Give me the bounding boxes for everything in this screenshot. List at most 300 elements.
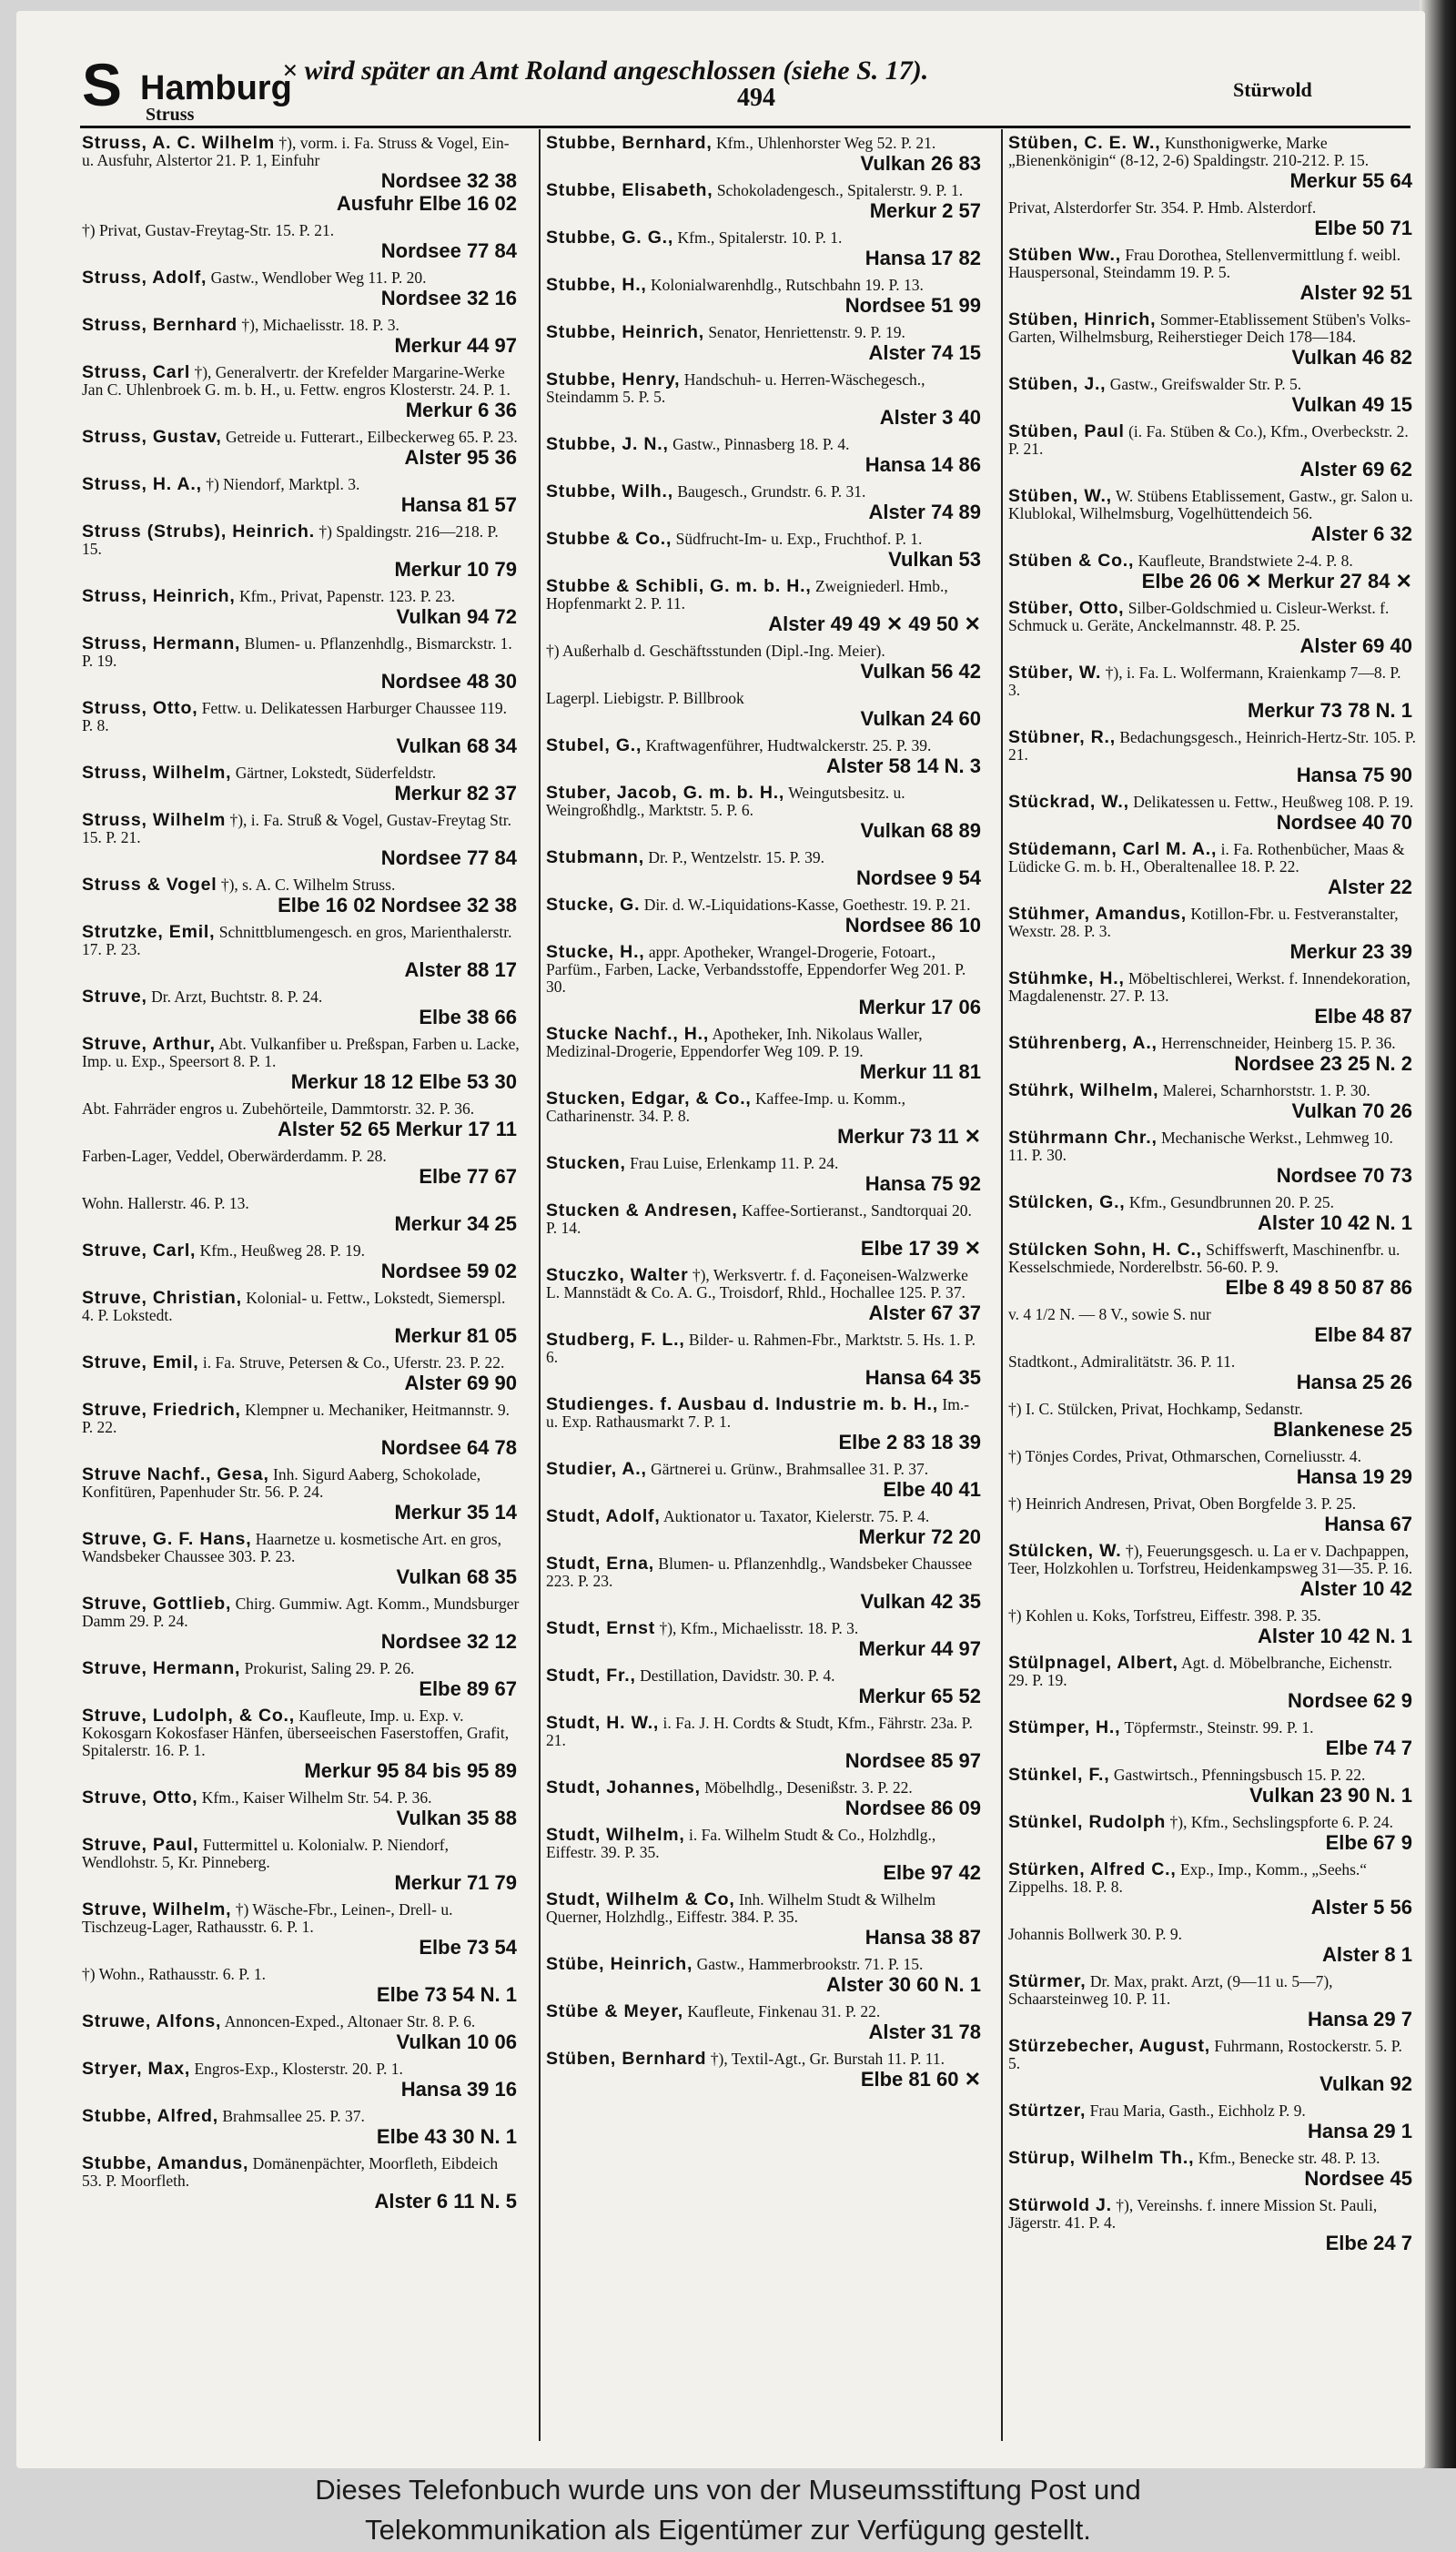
entry-details: Getreide u. Futterart., Eilbeckerweg 65. P. 23. xyxy=(225,428,518,446)
directory-entry xyxy=(546,690,985,730)
entry-details: †), Generalvertr. der Krefelder Margarine-Werke Jan C. Uhlenbroek G. m. b. H., u. Fettw. engros Klosterstr. 24. P. 1. xyxy=(82,363,511,399)
phone-number: Alster 8 1 xyxy=(1321,1943,1412,1966)
phone-number: Hansa 17 82 xyxy=(864,247,981,269)
entry-name: Stüben & Co., xyxy=(1008,551,1135,571)
phone-number: Merkur 72 20 xyxy=(858,1525,981,1548)
directory-entry xyxy=(82,1195,521,1235)
entry-details: Senator, Henriettenstr. 9. P. 19. xyxy=(708,323,905,341)
entry-details: Kotillon-Fbr. u. Festveranstalter, Wexstr. 28. P. 3. xyxy=(1008,905,1399,940)
phone-number: Nordsee 86 09 xyxy=(844,1797,981,1819)
entry-details: †) I. C. Stülcken, Privat, Hochkamp, Sedanstr. xyxy=(1008,1400,1303,1418)
phone-number: Elbe 89 67 xyxy=(419,1677,517,1700)
entry-details: †), Feuerungsgesch. u. La er v. Dachpappen, Teer, Holzkohlen u. Torfstreu, Heidenkampsweg 31—35. P. 16. xyxy=(1008,1542,1413,1577)
entry-details: Kfm., Heußweg 28. P. 19. xyxy=(199,1241,365,1260)
directory-entry xyxy=(546,1715,985,1772)
directory-entry xyxy=(546,277,985,317)
directory-entry xyxy=(1008,1926,1416,1966)
directory-entry xyxy=(1008,2038,1416,2095)
city-title: Hamburg xyxy=(140,69,292,107)
directory-entry xyxy=(82,1707,521,1782)
phone-number: Vulkan 56 42 xyxy=(860,660,981,683)
column-divider xyxy=(1001,129,1003,2441)
entry-details: Töpfermstr., Steinstr. 99. P. 1. xyxy=(1124,1718,1314,1737)
entry-name: Stürwold J. xyxy=(1008,2195,1112,2215)
phone-number: Alster 3 40 xyxy=(879,406,981,429)
entry-details: Fuhrmann, Rostockerstr. 5. P. 5. xyxy=(1008,2037,1402,2072)
phone-number: Merkur 23 39 xyxy=(1289,940,1412,963)
entry-details: †) Außerhalb d. Geschäftsstunden (Dipl.-Ing. Meier). xyxy=(546,642,885,660)
entry-details: Gastw., Pinnasberg 18. P. 4. xyxy=(672,435,850,453)
entry-details: Kfm., Benecke str. 48. P. 13. xyxy=(1198,2149,1380,2167)
directory-entry xyxy=(546,1956,985,1996)
entry-name: Struss, Hermann, xyxy=(82,633,241,653)
directory-entry xyxy=(546,737,985,777)
directory-entry xyxy=(82,2061,521,2101)
phone-number: Alster 88 17 xyxy=(404,958,517,981)
phone-number: Alster 52 65 Merkur 17 11 xyxy=(278,1118,517,1140)
entry-details: i. Fa. J. H. Cordts & Studt, Kfm., Fährstr. 23a. P. 21. xyxy=(546,1714,973,1749)
entry-name: Stüben Ww., xyxy=(1008,245,1121,265)
directory-entry xyxy=(546,1667,985,1707)
directory-entry xyxy=(82,1660,521,1700)
directory-entry xyxy=(546,849,985,889)
phone-number: Hansa 75 92 xyxy=(864,1172,981,1195)
entry-details: Gärtnerei u. Grünw., Brahmsallee 31. P. 37. xyxy=(651,1460,929,1478)
phone-number: Hansa 14 86 xyxy=(864,453,981,476)
directory-entry xyxy=(1008,1719,1416,1759)
entry-name: Stüdemann, Carl M. A., xyxy=(1008,839,1218,859)
phone-number: Merkur 11 81 xyxy=(859,1060,981,1083)
entry-name: Struve Nachf., Gesa, xyxy=(82,1464,269,1484)
phone-number: Nordsee 32 16 xyxy=(380,287,517,309)
phone-number: Elbe 8 49 8 50 87 86 xyxy=(1225,1276,1412,1299)
last-entry-keyword: Stürwold xyxy=(1233,78,1312,101)
phone-number: Nordsee 77 84 xyxy=(380,846,517,869)
directory-entry xyxy=(1008,1306,1416,1346)
phone-number: Elbe 67 9 xyxy=(1325,1831,1412,1854)
phone-number: Vulkan 92 xyxy=(1320,2072,1412,2095)
directory-entry xyxy=(1008,1129,1416,1187)
entry-details: Dir. d. W.-Liquidations-Kasse, Goethestr. 19. P. 21. xyxy=(643,896,971,914)
directory-entry xyxy=(82,700,521,757)
entry-details: †), Werksvertr. f. d. Façoneisen-Walzwerke L. Mannstädt & Co. A. G., Troisdorf, Rhld., Hochallee 125. P. 37. xyxy=(546,1266,968,1301)
directory-entry xyxy=(1008,1973,1416,2030)
entry-details: Schiffswerft, Maschinenfbr. u. Kesselschmiede, Norderelbstr. 56-60. P. 9. xyxy=(1008,1241,1400,1276)
entry-name: Stubbe, Alfred, xyxy=(82,2106,218,2126)
directory-entry xyxy=(82,429,521,469)
phone-number: Vulkan 42 35 xyxy=(860,1590,981,1613)
directory-entry xyxy=(546,1620,985,1660)
entry-details: Apotheker, Inh. Nikolaus Waller, Medizinal-Drogerie, Eppendorfer Weg 109. P. 19. xyxy=(546,1025,923,1060)
phone-number: Vulkan 68 34 xyxy=(396,734,517,757)
entry-name: Struve, Otto, xyxy=(82,1787,198,1808)
entry-name: Stünkel, Rudolph xyxy=(1008,1812,1167,1832)
entry-name: Stubbe, H., xyxy=(546,275,647,295)
phone-number: Nordsee 51 99 xyxy=(844,294,981,317)
entry-details: Gastw., Hammerbrookstr. 71. P. 15. xyxy=(696,1955,924,1973)
phone-number: Alster 69 40 xyxy=(1299,634,1412,657)
phone-number: Merkur 73 11 ✕ xyxy=(837,1125,981,1148)
entry-details: †) Wäsche-Fbr., Leinen-, Drell- u. Tischzeug-Lager, Rathausstr. 6. P. 1. xyxy=(82,1900,453,1936)
directory-entry xyxy=(546,2051,985,2091)
directory-entry xyxy=(1008,1353,1416,1393)
entry-name: Struss, A. C. Wilhelm xyxy=(82,133,276,153)
directory-entry xyxy=(82,1595,521,1653)
entry-name: Stübe & Meyer, xyxy=(546,2001,683,2021)
phone-number: Alster 74 15 xyxy=(868,341,981,364)
phone-number: Vulkan 94 72 xyxy=(396,605,517,628)
entry-details: Farben-Lager, Veddel, Oberwärderdamm. P. 28. xyxy=(82,1147,387,1165)
entry-name: Struve, Gottlieb, xyxy=(82,1594,232,1614)
entry-name: Struve, Emil, xyxy=(82,1352,199,1372)
entry-details: Gastw., Wendlober Weg 11. P. 20. xyxy=(210,268,427,287)
entry-name: Studienges. f. Ausbau d. Industrie m. b. H., xyxy=(546,1394,939,1414)
entry-name: Stünkel, F., xyxy=(1008,1765,1110,1785)
phone-number: Elbe 97 42 xyxy=(883,1861,981,1884)
entry-details: Sommer-Etablissement Stüben's Volks-Garten, Wilhelmsburg, Reiherstieger Deich 178—184. xyxy=(1008,310,1411,346)
entry-name: Stubmann, xyxy=(546,847,644,867)
directory-entry xyxy=(82,1354,521,1394)
entry-name: Stülpnagel, Albert, xyxy=(1008,1653,1178,1673)
phone-number: Merkur 44 97 xyxy=(858,1637,981,1660)
phone-number: Elbe 73 54 N. 1 xyxy=(376,1983,517,2006)
entry-details: Blumen- u. Pflanzenhdlg., Wandsbeker Chaussee 223. P. 23. xyxy=(546,1554,973,1590)
entry-details: Dr. Max, prakt. Arzt, (9—11 u. 5—7), Schaarsteinweg 10. P. 11. xyxy=(1008,1972,1333,2008)
directory-entry xyxy=(546,1155,985,1195)
directory-entry xyxy=(1008,199,1416,239)
entry-name: Stucke, H., xyxy=(546,942,645,962)
entry-details: Im.- u. Exp. Rathausmarkt 7. P. 1. xyxy=(546,1395,970,1431)
entry-details: Abt. Vulkanfiber u. Preßspan, Farben u. Lacke, Imp. u. Exp., Speersort 8. P. 1. xyxy=(82,1035,520,1070)
entry-details: Kaufleute, Imp. u. Exp. v. Kokosgarn Kokosfaser Hänfen, überseeischen Faserstoffen, Grafit, Spitalerstr. 16. P. 1. xyxy=(82,1706,510,1759)
entry-details: †) Kohlen u. Koks, Torfstreu, Eiffestr. 398. P. 35. xyxy=(1008,1606,1321,1625)
phone-number: Elbe 16 02 Nordsee 32 38 xyxy=(278,894,517,916)
entry-name: Stucken & Andresen, xyxy=(546,1200,738,1220)
entry-name: Stülcken Sohn, H. C., xyxy=(1008,1240,1202,1260)
entry-details: Blumen- u. Pflanzenhdlg., Bismarckstr. 1. P. 19. xyxy=(82,634,512,670)
directory-entry xyxy=(1008,600,1416,657)
directory-entry xyxy=(1008,970,1416,1028)
entry-details: †), i. Fa. L. Wolfermann, Kraienkamp 7—8. P. 3. xyxy=(1008,663,1401,699)
entry-details: Abt. Fahrräder engros u. Zubehörteile, Dammtorstr. 32. P. 36. xyxy=(82,1099,475,1118)
phone-number: Vulkan 46 82 xyxy=(1291,346,1412,369)
directory-entry xyxy=(546,135,985,175)
phone-number: Nordsee 9 54 xyxy=(856,866,981,889)
directory-entry xyxy=(546,229,985,269)
phone-number: Alster 95 36 xyxy=(404,446,517,469)
entry-details: Kfm., Kaiser Wilhelm Str. 54. P. 36. xyxy=(201,1788,432,1807)
phone-number: Alster 30 60 N. 1 xyxy=(826,1973,981,1996)
entry-name: Struve, Christian, xyxy=(82,1288,242,1308)
entry-details: Kaffee-Sortieranst., Sandtorquai 20. P. 14. xyxy=(546,1201,972,1237)
entry-details: Wohn. Hallerstr. 46. P. 13. xyxy=(82,1194,249,1212)
entry-details: Delikatessen u. Fettw., Heußweg 108. P. 19. xyxy=(1133,793,1414,811)
phone-number: Alster 6 11 N. 5 xyxy=(374,2190,517,2213)
entry-details: Kolonial- u. Fettw., Lokstedt, Siemerspl. 4. P. Lokstedt. xyxy=(82,1289,506,1324)
entry-details: Exp., Imp., Komm., „Seehs.“ Zippelhs. 18. P. 8. xyxy=(1008,1860,1368,1896)
entry-details: †) Wohn., Rathausstr. 6. P. 1. xyxy=(82,1965,266,1983)
entry-details: †), Kfm., Michaelisstr. 18. P. 3. xyxy=(659,1619,859,1637)
entry-details: Gärtner, Lokstedt, Süderfeldstr. xyxy=(235,764,437,782)
entry-details: Südfrucht-Im- u. Exp., Fruchthof. P. 1. xyxy=(675,530,923,548)
entry-name: Studt, H. W., xyxy=(546,1713,660,1733)
phone-number: Alster 6 32 xyxy=(1310,522,1412,545)
phone-number: Alster 5 56 xyxy=(1310,1896,1412,1919)
directory-entry xyxy=(546,1090,985,1148)
phone-number: Hansa 25 26 xyxy=(1296,1371,1412,1393)
entry-details: Engros-Exp., Klosterstr. 20. P. 1. xyxy=(194,2060,403,2078)
directory-entry xyxy=(546,531,985,571)
entry-details: †), Vereinshs. f. innere Mission St. Pauli, Jägerstr. 41. P. 4. xyxy=(1008,2196,1378,2232)
phone-number: Elbe 74 7 xyxy=(1325,1737,1412,1759)
entry-name: Studt, Ernst xyxy=(546,1618,656,1638)
phone-number: Alster 22 xyxy=(1328,876,1412,898)
section-letter: S xyxy=(82,51,123,118)
entry-details: †) Tönjes Cordes, Privat, Othmarschen, Corneliusstr. 4. xyxy=(1008,1447,1362,1465)
phone-number: Nordsee 85 97 xyxy=(844,1749,981,1772)
entry-details: Fettw. u. Delikatessen Harburger Chaussee 119. P. 8. xyxy=(82,699,507,734)
entry-name: Stüben, C. E. W., xyxy=(1008,135,1161,153)
phone-number: Hansa 39 16 xyxy=(400,2078,517,2101)
phone-number: Alster 31 78 xyxy=(868,2020,981,2043)
phone-number: Hansa 75 90 xyxy=(1296,764,1412,786)
phone-number: Hansa 38 87 xyxy=(864,1926,981,1949)
directory-entry xyxy=(1008,1082,1416,1122)
directory-entry xyxy=(546,1026,985,1083)
entry-details: Gastw., Greifswalder Str. P. 5. xyxy=(1109,375,1302,393)
phone-number: Nordsee 32 38 xyxy=(380,169,517,192)
entry-details: †), s. A. C. Wilhelm Struss. xyxy=(220,876,396,894)
entry-name: Stürken, Alfred C., xyxy=(1008,1859,1177,1879)
directory-entry xyxy=(1008,423,1416,481)
directory-entry xyxy=(82,635,521,693)
entry-details: Johannis Bollwerk 30. P. 9. xyxy=(1008,1925,1183,1943)
entry-name: Stubbe, Heinrich, xyxy=(546,322,704,342)
entry-details: Dr. P., Wentzelstr. 15. P. 39. xyxy=(648,848,825,866)
phone-number: Vulkan 23 90 N. 1 xyxy=(1249,1784,1412,1807)
entry-details: Handschuh- u. Herren-Wäschegesch., Steindamm 5. P. 5. xyxy=(546,370,925,406)
directory-entry xyxy=(82,2155,521,2213)
entry-details: Privat, Alsterdorfer Str. 354. P. Hmb. Alsterdorf. xyxy=(1008,198,1317,217)
entry-details: †) Spaldingstr. 216—218. P. 15. xyxy=(82,522,499,558)
entry-name: Struss, Otto, xyxy=(82,698,198,718)
directory-entry xyxy=(1008,1035,1416,1075)
listing-column-3 xyxy=(1008,135,1416,2262)
entry-name: Studt, Fr., xyxy=(546,1666,636,1686)
directory-entry xyxy=(82,2013,521,2053)
directory-entry xyxy=(546,578,985,635)
phone-number: Elbe 81 60 ✕ xyxy=(860,2068,981,2091)
entry-details: i. Fa. Rothenbücher, Maas & Lüdicke G. m. b. H., Oberaltenallee 18. P. 22. xyxy=(1008,840,1405,876)
entry-details: Silber-Goldschmied u. Cisleur-Werkst. f. Schmuck u. Geräte, Anckelmannstr. 48. P. 25. xyxy=(1008,599,1390,634)
entry-details: Kraftwagenführer, Hudtwalckerstr. 25. P. 39. xyxy=(645,736,932,754)
phone-number: Merkur 71 79 xyxy=(394,1871,517,1894)
directory-entry xyxy=(1008,2102,1416,2142)
entry-details: Stadtkont., Admiralitätstr. 36. P. 11. xyxy=(1008,1352,1236,1371)
entry-details: Schnittblumengesch. en gros, Marienthalerstr. 17. P. 23. xyxy=(82,923,512,958)
entry-name: Studberg, F. L., xyxy=(546,1330,685,1350)
phone-number: Alster 58 14 N. 3 xyxy=(826,754,981,777)
directory-entry xyxy=(82,523,521,581)
entry-details: †), Kfm., Sechslingspforte 6. P. 24. xyxy=(1169,1813,1393,1831)
phone-number: Merkur 18 12 Elbe 53 30 xyxy=(290,1070,517,1093)
entry-details: Kfm., Spitalerstr. 10. P. 1. xyxy=(677,228,843,247)
entry-name: Stürup, Wilhelm Th., xyxy=(1008,2148,1195,2168)
phone-number: Vulkan 49 15 xyxy=(1291,393,1412,416)
entry-details: i. Fa. Wilhelm Studt & Co., Holzhdlg., Eiffestr. 39. P. 35. xyxy=(546,1826,936,1861)
entry-name: Struss, H. A., xyxy=(82,474,202,494)
entry-name: Struve, Carl, xyxy=(82,1241,197,1261)
phone-number: Nordsee 40 70 xyxy=(1276,811,1412,834)
entry-details: Chirg. Gummiw. Agt. Komm., Mundsburger Damm 29. P. 24. xyxy=(82,1595,520,1630)
directory-entry xyxy=(1008,1194,1416,1234)
phone-number: Elbe 26 06 ✕ Merkur 27 84 ✕ xyxy=(1141,570,1412,592)
directory-entry xyxy=(82,1789,521,1829)
directory-entry xyxy=(546,436,985,476)
entry-details: †) Niendorf, Marktpl. 3. xyxy=(206,475,360,493)
directory-entry xyxy=(1008,311,1416,369)
phone-number: Elbe 43 30 N. 1 xyxy=(376,2125,517,2148)
entry-details: Malerei, Scharnhorststr. 1. P. 30. xyxy=(1162,1081,1370,1099)
entry-name: Struve, Wilhelm, xyxy=(82,1899,232,1919)
entry-details: Auktionator u. Taxator, Kielerstr. 75. P. 4. xyxy=(662,1507,930,1525)
directory-entry xyxy=(82,1837,521,1894)
entry-details: Mechanische Werkst., Lehmweg 10. 11. P. 30. xyxy=(1008,1129,1393,1164)
entry-name: Stüben, Bernhard xyxy=(546,2049,707,2069)
entry-name: Stüben, J., xyxy=(1008,374,1107,394)
entry-details: †) Privat, Gustav-Freytag-Str. 15. P. 21. xyxy=(82,221,335,239)
phone-number: Elbe 84 87 xyxy=(1314,1323,1412,1346)
phone-number: Elbe 73 54 xyxy=(419,1936,517,1959)
entry-name: Stühmer, Amandus, xyxy=(1008,904,1187,924)
entry-name: Stüben, W., xyxy=(1008,486,1112,506)
entry-name: Struve, G. F. Hans, xyxy=(82,1529,252,1549)
entry-name: Struss, Wilhelm, xyxy=(82,763,232,783)
entry-details: W. Stübens Etablissement, Gastw., gr. Salon u. Klublokal, Wilhelmsburg, Vogelhüttendeich 56. xyxy=(1008,487,1413,522)
phone-number: Alster 74 89 xyxy=(868,501,981,523)
phone-number: Merkur 81 05 xyxy=(394,1324,517,1347)
entry-details: (i. Fa. Stüben & Co.), Kfm., Overbeckstr. 2. P. 21. xyxy=(1008,422,1409,458)
listing-column-1 xyxy=(82,135,521,2220)
entry-name: Stüben, Paul xyxy=(1008,421,1125,441)
entry-details: Bedachungsgesch., Heinrich-Hertz-Str. 105. P. 21. xyxy=(1008,728,1416,764)
phone-number: Vulkan 68 89 xyxy=(860,819,981,842)
directory-entry xyxy=(82,135,521,215)
directory-entry xyxy=(82,588,521,628)
entry-details: Weingutsbesitz. u. Weingroßhdlg., Marktstr. 5. P. 6. xyxy=(546,784,905,819)
entry-name: Studt, Wilhelm & Co, xyxy=(546,1889,735,1909)
directory-entry xyxy=(82,269,521,309)
entry-name: Stubel, G., xyxy=(546,735,642,755)
phone-number: Merkur 65 52 xyxy=(858,1685,981,1707)
entry-name: Studt, Wilhelm, xyxy=(546,1825,685,1845)
phone-number: Elbe 24 7 xyxy=(1325,2232,1412,2254)
first-entry-keyword: Struss xyxy=(146,105,195,125)
directory-entry xyxy=(546,1779,985,1819)
entry-details: Destillation, Davidstr. 30. P. 4. xyxy=(640,1666,835,1685)
phone-number: Alster 10 42 N. 1 xyxy=(1258,1625,1412,1647)
entry-details: Baugesch., Grundstr. 6. P. 31. xyxy=(677,482,866,501)
phone-number: Hansa 81 57 xyxy=(400,493,517,516)
entry-details: Frau Dorothea, Stellenvermittlung f. weibl. Hauspersonal, Steindamm 19. P. 5. xyxy=(1008,246,1401,281)
entry-name: Struss, Adolf, xyxy=(82,268,207,288)
entry-name: Stucken, xyxy=(546,1153,626,1173)
phone-number: Merkur 2 57 xyxy=(869,199,981,222)
entry-name: Stucke, G. xyxy=(546,895,641,915)
directory-entry xyxy=(546,324,985,364)
phone-number: Elbe 77 67 xyxy=(419,1165,517,1188)
phone-number: Vulkan 70 26 xyxy=(1291,1099,1412,1122)
directory-entry xyxy=(82,222,521,262)
entry-details: Dr. Arzt, Buchtstr. 8. P. 24. xyxy=(151,987,323,1006)
directory-entry xyxy=(546,785,985,842)
phone-number: Elbe 40 41 xyxy=(883,1478,981,1501)
entry-name: Stubbe, Elisabeth, xyxy=(546,180,713,200)
entry-name: Stürzebecher, August, xyxy=(1008,2036,1210,2056)
page-number: 494 xyxy=(737,84,775,112)
entry-details: Gastwirtsch., Pfenningsbusch 15. P. 22. xyxy=(1113,1766,1366,1784)
directory-entry xyxy=(1008,1814,1416,1854)
directory-entry xyxy=(82,1966,521,2006)
page-header xyxy=(64,47,1401,125)
directory-entry xyxy=(82,1531,521,1588)
entry-name: Stürmer, xyxy=(1008,1971,1087,1991)
phone-number: Elbe 48 87 xyxy=(1314,1005,1412,1028)
entry-name: Studt, Johannes, xyxy=(546,1777,701,1798)
phone-number: Alster 69 90 xyxy=(404,1372,517,1394)
phone-number: Merkur 17 06 xyxy=(858,996,981,1018)
entry-details: Inh. Wilhelm Studt & Wilhelm Querner, Holzhdlg., Eiffestr. 384. P. 35. xyxy=(546,1890,936,1926)
phone-number: Alster 92 51 xyxy=(1299,281,1412,304)
entry-details: Kaufleute, Brandstwiete 2-4. P. 8. xyxy=(1138,552,1353,570)
directory-entry xyxy=(546,2003,985,2043)
directory-entry xyxy=(82,1290,521,1347)
directory-entry xyxy=(546,1332,985,1389)
directory-entry xyxy=(546,896,985,937)
phone-number: Merkur 44 97 xyxy=(394,334,517,357)
directory-entry xyxy=(1008,729,1416,786)
entry-name: Struwe, Alfons, xyxy=(82,2011,222,2031)
entry-name: Stürtzer, xyxy=(1008,2101,1087,2121)
directory-entry xyxy=(1008,1448,1416,1488)
phone-number: Merkur 95 84 bis 95 89 xyxy=(304,1759,517,1782)
directory-entry xyxy=(82,924,521,981)
entry-details: Lagerpl. Liebigstr. P. Billbrook xyxy=(546,689,744,707)
entry-details: Brahmsallee 25. P. 37. xyxy=(222,2107,365,2125)
entry-name: Stuber, Jacob, G. m. b. H., xyxy=(546,783,785,803)
entry-name: Stucken, Edgar, & Co., xyxy=(546,1089,752,1109)
entry-name: Stübe, Heinrich, xyxy=(546,1954,693,1974)
entry-details: Schokoladengesch., Spitalerstr. 9. P. 1. xyxy=(716,181,964,199)
entry-name: Stüber, Otto, xyxy=(1008,598,1125,618)
directory-entry xyxy=(1008,247,1416,304)
phone-number: Merkur 35 14 xyxy=(394,1501,517,1524)
entry-name: Stubbe, J. N., xyxy=(546,434,669,454)
entry-details: Herrenschneider, Heinberg 15. P. 36. xyxy=(1161,1034,1396,1052)
phone-number: Nordsee 23 25 N. 2 xyxy=(1234,1052,1412,1075)
directory-entry xyxy=(82,1036,521,1093)
entry-name: Stührmann Chr., xyxy=(1008,1128,1158,1148)
entry-name: Stührk, Wilhelm, xyxy=(1008,1080,1159,1100)
entry-details: †), vorm. i. Fa. Struss & Vogel, Ein- u. Ausfuhr, Alstertor 21. P. 1, Einfuhr xyxy=(82,134,510,169)
directory-entry xyxy=(82,876,521,916)
directory-entry xyxy=(1008,906,1416,963)
entry-details: Agt. d. Möbelbranche, Eichenstr. 29. P. 19. xyxy=(1008,1654,1392,1689)
directory-entry xyxy=(1008,376,1416,416)
entry-details: Domänenpächter, Moorfleth, Eibdeich 53. P. Moorfleth. xyxy=(82,2154,499,2190)
column-divider xyxy=(539,129,541,2441)
header-rule xyxy=(80,126,1410,128)
